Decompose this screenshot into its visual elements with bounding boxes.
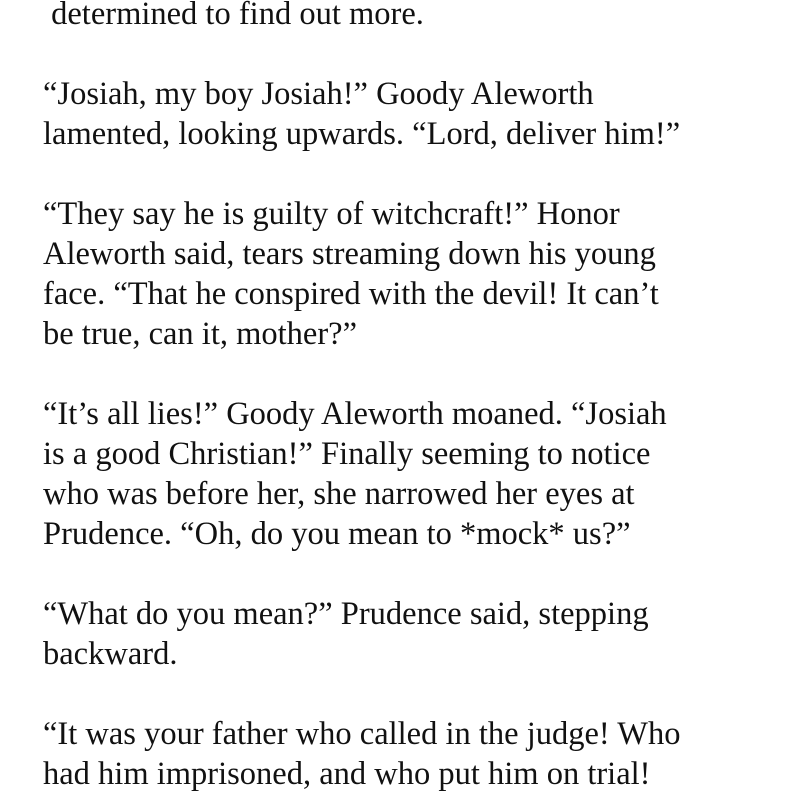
text-line: is a good Christian!” Finally seeming to notice xyxy=(43,436,651,472)
text-line: determined to find out more. xyxy=(43,0,424,32)
text-line: backward. xyxy=(43,636,178,672)
paragraph-2 xyxy=(43,74,783,154)
text-line: “It was your father who called in the judge! Who xyxy=(43,716,681,752)
paragraph-gap xyxy=(43,354,783,394)
paragraph-4 xyxy=(43,394,783,554)
paragraph-gap xyxy=(43,554,783,594)
paragraph-gap xyxy=(43,154,783,194)
story-text xyxy=(43,0,783,794)
paragraph-6 xyxy=(43,714,783,794)
text-line: “They say he is guilty of witchcraft!” Honor xyxy=(43,196,620,232)
text-line: lamented, looking upwards. “Lord, deliver him!” xyxy=(43,116,681,152)
paragraph-5 xyxy=(43,594,783,674)
text-line: face. “That he conspired with the devil! It can’t xyxy=(43,276,659,312)
paragraph-gap xyxy=(43,34,783,74)
text-line: Prudence. “Oh, do you mean to *mock* us?” xyxy=(43,516,631,552)
text-line: “What do you mean?” Prudence said, stepping xyxy=(43,596,649,632)
paragraph-gap xyxy=(43,674,783,714)
text-line: who was before her, she narrowed her eyes at xyxy=(43,476,635,512)
paragraph-3 xyxy=(43,194,783,354)
text-line: be true, can it, mother?” xyxy=(43,316,358,352)
text-line: Aleworth said, tears streaming down his young xyxy=(43,236,656,272)
paragraph-1 xyxy=(43,0,783,34)
text-line: “It’s all lies!” Goody Aleworth moaned. “Josiah xyxy=(43,396,667,432)
text-line: had him imprisoned, and who put him on trial! xyxy=(43,756,651,792)
text-line: “Josiah, my boy Josiah!” Goody Aleworth xyxy=(43,76,594,112)
